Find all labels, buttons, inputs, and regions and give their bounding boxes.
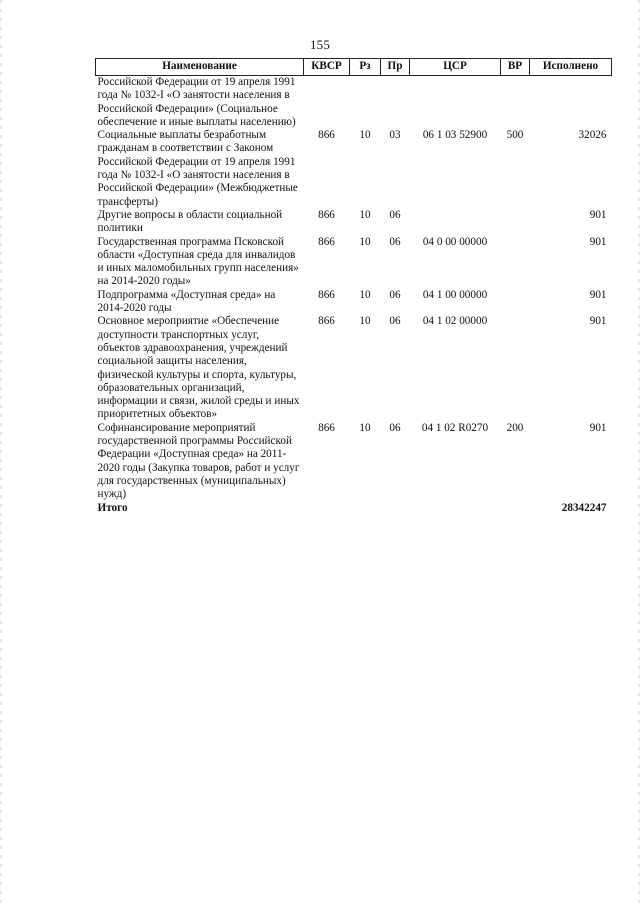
table-row <box>96 129 612 209</box>
row-rz: 10 <box>359 129 371 142</box>
row-vr <box>501 209 530 236</box>
left-scan-edge <box>0 0 2 905</box>
total-row <box>96 502 612 515</box>
table-row <box>96 236 612 289</box>
table-header-row <box>96 59 612 76</box>
row-csr: 04 0 00 00000 <box>422 235 488 248</box>
row-name: Софинансирование мероприятий государственной программы Российской Федерации «Доступная среда» на 2011-2020 годы (Закупка товаров, работ и услуг для государственных (муниципальных) нужд) <box>97 421 300 501</box>
row-name: Российской Федерации от 19 апреля 1991 года № 1032-I «О занятости населения в Российской Федерации» (Социальное обеспечение и иные выплаты населению) <box>97 76 296 128</box>
row-pr: 06 <box>389 288 401 301</box>
row-kvsr: 866 <box>318 421 335 434</box>
table-row <box>96 76 612 130</box>
row-executed: 901 <box>589 208 607 221</box>
page-number: 155 <box>309 37 331 52</box>
row-vr <box>501 236 530 289</box>
row-rz: 10 <box>359 315 371 328</box>
row-pr: 03 <box>389 129 401 142</box>
table-row <box>96 209 612 236</box>
total-label: Итого <box>97 501 128 514</box>
row-kvsr <box>304 76 350 130</box>
row-pr: 06 <box>389 235 401 248</box>
row-csr: 04 1 02 00000 <box>422 315 488 328</box>
header-csr: ЦСР <box>410 59 501 76</box>
row-kvsr: 866 <box>318 288 335 301</box>
row-csr <box>410 76 501 130</box>
row-rz <box>350 76 381 130</box>
row-name: Основное мероприятие «Обеспечение доступности транспортных услуг, объектов здравоохранения, учреждений социальной защиты населения, физической культуры и спорта, культуры, образовательных организаций, информации и связи, жилой среды и иных приоритетных объектов» <box>97 315 300 421</box>
row-kvsr: 866 <box>318 208 335 221</box>
header-vr: ВР <box>501 59 530 76</box>
table-row <box>96 289 612 316</box>
row-csr: 06 1 03 52900 <box>422 129 488 142</box>
row-rz: 10 <box>359 288 371 301</box>
header-kvsr: КВСР <box>304 59 350 76</box>
row-pr: 06 <box>389 421 401 434</box>
row-vr: 500 <box>506 129 524 142</box>
row-executed: 901 <box>589 421 607 434</box>
row-kvsr: 866 <box>318 315 335 328</box>
row-rz: 10 <box>359 421 371 434</box>
row-vr <box>501 289 530 316</box>
row-rz: 10 <box>359 235 371 248</box>
row-name: Государственная программа Псковской области «Доступная среда для инвалидов и иных маломобильных групп населения» на 2014-2020 годы» <box>97 235 299 288</box>
header-name: Наименование <box>96 59 304 76</box>
row-kvsr: 866 <box>318 235 335 248</box>
row-rz: 10 <box>359 208 371 221</box>
row-name: Социальные выплаты безработным гражданам в соответствии с Законом Российской Федерации от 19 апреля 1991 года № 1032-I «О занятости населения в Российской Федерации» (Межбюджетные трансферты) <box>97 129 298 208</box>
row-executed: 32026 <box>578 129 607 142</box>
row-executed: 901 <box>589 288 607 301</box>
header-pr: Пр <box>381 59 410 76</box>
row-kvsr: 866 <box>318 129 335 142</box>
header-rz: Рз <box>350 59 381 76</box>
row-csr: 04 1 00 00000 <box>422 288 488 301</box>
row-name: Другие вопросы в области социальной политики <box>97 208 283 235</box>
row-pr: 06 <box>389 208 401 221</box>
budget-table <box>95 58 612 515</box>
row-vr <box>501 315 530 421</box>
row-pr: 06 <box>389 315 401 328</box>
row-name: Подпрограмма «Доступная среда» на 2014-2020 годы <box>97 288 276 315</box>
row-executed: 901 <box>589 235 607 248</box>
row-vr: 200 <box>506 421 524 434</box>
row-vr <box>501 76 530 130</box>
table-row <box>96 422 612 502</box>
row-pr <box>381 76 410 130</box>
total-value: 28342247 <box>561 501 607 514</box>
row-executed <box>530 76 612 130</box>
row-csr <box>410 209 501 236</box>
header-executed: Исполнено <box>530 59 612 76</box>
row-executed: 901 <box>589 315 607 328</box>
row-csr: 04 1 02 R0270 <box>421 421 489 434</box>
table-row <box>96 315 612 421</box>
